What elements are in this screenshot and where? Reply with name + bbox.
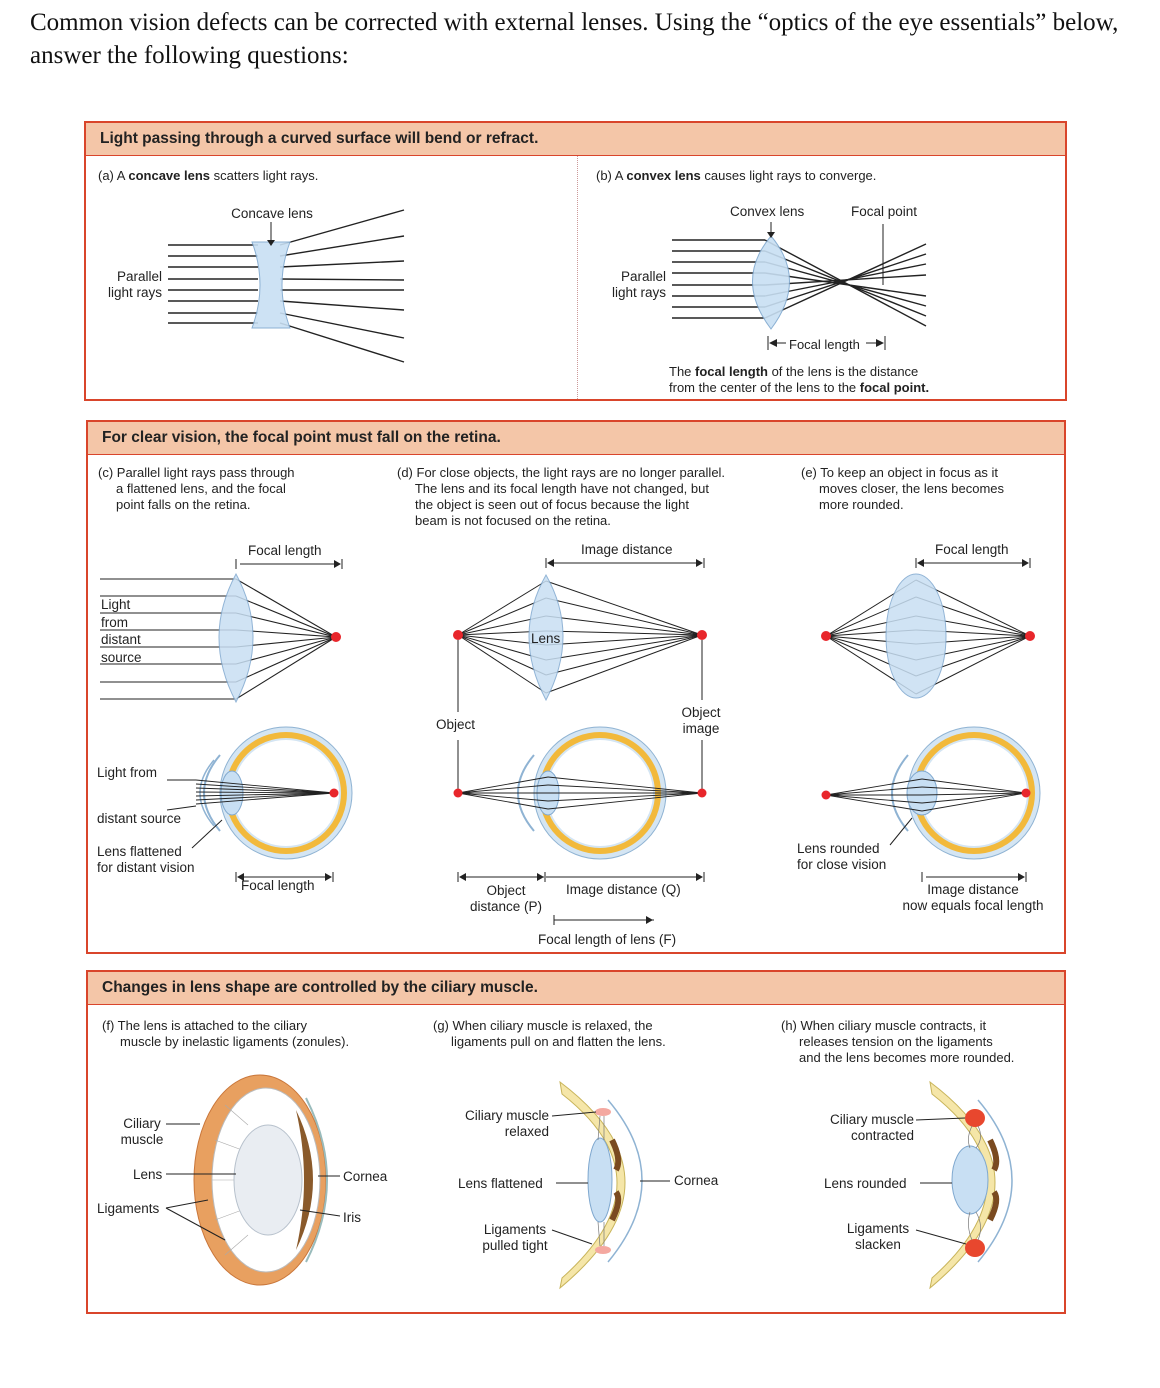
lens-label-f: Lens — [133, 1167, 163, 1182]
parallel-rays-label-a: Parallel light rays — [107, 269, 162, 300]
object-label: Object — [436, 717, 476, 732]
ligaments-slacken-label: Ligaments slacken — [846, 1221, 910, 1252]
caption-c: (c) Parallel light rays pass through a flattened lens, and the focal point falls on the retina. — [98, 465, 295, 512]
lens-flattened-label: Lens flattened for distant vision — [97, 844, 195, 875]
lens-rounded-label-h: Lens rounded — [824, 1176, 907, 1191]
panel-header: Changes in lens shape are controlled by the ciliary muscle. — [88, 972, 1064, 1005]
image-distance-top: Image distance — [581, 542, 673, 557]
ligaments-label-f: Ligaments — [97, 1201, 160, 1216]
distant-source-label: distant source — [97, 811, 182, 826]
ciliary-contracted-label: Ciliary muscle contracted — [829, 1112, 914, 1143]
light-from-label: Light from — [97, 765, 158, 780]
cornea-label-f: Cornea — [343, 1169, 388, 1184]
focal-length-top-c: Focal length — [248, 543, 322, 558]
caption-b: (b) A convex lens causes light rays to converge. — [596, 168, 877, 183]
light-source-label: Light from distant source — [101, 597, 142, 665]
focal-length-label-b: Focal length — [789, 337, 860, 352]
focal-point-label: Focal point — [851, 204, 918, 219]
focal-length-f-label: Focal length of lens (F) — [538, 932, 677, 947]
caption-e: (e) To keep an object in focus as it moves closer, the lens becomes more rounded. — [801, 465, 1005, 512]
caption-h: (h) When ciliary muscle contracts, it releases tension on the ligaments and the lens becomes more rounded. — [781, 1018, 1015, 1065]
image-equals-focal-label: Image distance now equals focal length — [902, 882, 1044, 913]
panel-header: For clear vision, the focal point must fall on the retina. — [88, 422, 1064, 455]
caption-a: (a) A concave lens scatters light rays. — [98, 168, 319, 183]
lens-flattened-label-g: Lens flattened — [458, 1176, 543, 1191]
caption-d: (d) For close objects, the light rays are no longer parallel. The lens and its focal length have not changed, but the object is seen out of focus because the light beam is not focused on the retina. — [397, 465, 726, 528]
focal-length-bottom-c: Focal length — [241, 878, 315, 893]
lens-rounded-label: Lens rounded for close vision — [797, 841, 887, 872]
concave-lens-label: Concave lens — [231, 206, 313, 221]
object-distance-label: Object distance (P) — [469, 883, 543, 914]
lens-label-d: Lens — [531, 631, 561, 646]
ciliary-relaxed-label: Ciliary muscle relaxed — [464, 1108, 549, 1139]
parallel-rays-label-b: Parallel light rays — [611, 269, 666, 300]
image-distance-q-label: Image distance (Q) — [566, 882, 681, 897]
cornea-label-g: Cornea — [674, 1173, 719, 1188]
caption-g: (g) When ciliary muscle is relaxed, the ligaments pull on and flatten the lens. — [433, 1018, 666, 1049]
focal-note: The focal length of the lens is the distance from the center of the lens to the focal point. — [669, 364, 930, 395]
panel-header: Light passing through a curved surface will bend or refract. — [86, 123, 1065, 156]
intro-text: Common vision defects can be corrected with external lenses. Using the “optics of the eye essentials” below, answer the following questions: — [30, 9, 1119, 69]
iris-label-f: Iris — [343, 1210, 361, 1225]
focal-length-top-e: Focal length — [935, 542, 1009, 557]
convex-lens-label: Convex lens — [730, 204, 805, 219]
caption-f: (f) The lens is attached to the ciliary muscle by inelastic ligaments (zonules). — [102, 1018, 350, 1049]
ligaments-tight-label: Ligaments pulled tight — [482, 1222, 548, 1253]
ciliary-label-f: Ciliary muscle — [120, 1116, 164, 1147]
object-image-label: Object image — [681, 705, 721, 736]
